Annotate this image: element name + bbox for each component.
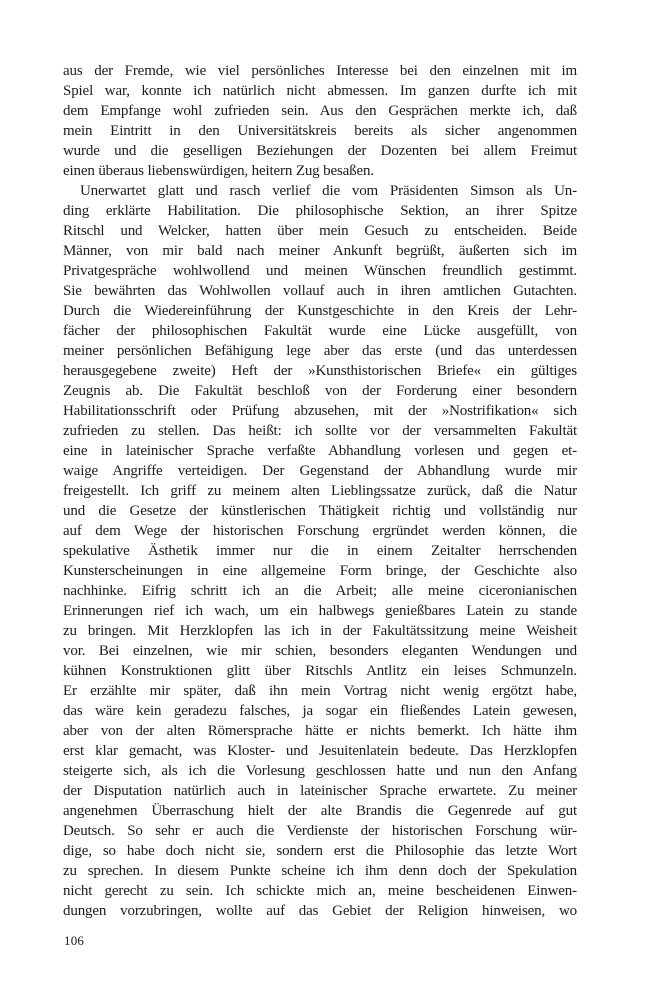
text-line: ding erklärte Habilitation. Die philosophische Sektion, an ihrer Spitze [63,203,577,219]
page-number: 106 [64,933,85,948]
text-line: und die Gesetze der künstlerischen Thätigkeit richtig und vollständig nur [63,503,577,519]
text-line: Sie bewährten das Wohlwollen vollauf auch in ihren amtlichen Gutachten. [63,283,577,299]
text-line: nachhinke. Eifrig schritt ich an die Arbeit; alle meine ciceronianischen [63,583,577,599]
text-line: waige Angriffe verteidigen. Der Gegenstand der Abhandlung wurde mir [63,463,577,479]
text-line: aus der Fremde, wie viel persönliches Interesse bei den einzelnen mit im [63,63,577,79]
text-line: steigerte sich, als ich die Vorlesung geschlossen hatte und nun den Anfang [63,763,577,779]
text-line: eine in lateinischer Sprache verfaßte Abhandlung vorlesen und gegen et- [63,443,577,459]
text-line: dungen vorzubringen, wollte auf das Gebiet der Religion hinweisen, wo [63,903,577,919]
paragraph [63,181,577,921]
text-line: dige, so habe doch nicht sie, sondern erst die Philosophie das letzte Wort [63,843,577,859]
text-line: Unerwartet glatt und rasch verlief die vom Präsidenten Simson als Un- [80,183,577,199]
text-line: nicht gerecht zu sein. Ich schickte mich an, meine bescheidenen Einwen- [63,883,577,899]
text-line: fächer der philosophischen Fakultät wurde eine Lücke ausgefüllt, von [63,323,577,339]
text-line: wurde und die geselligen Beziehungen der Dozenten bei allem Freimut [63,143,577,159]
text-line: kühnen Konstruktionen glitt über Ritschls Antlitz ein leises Schmunzeln. [63,663,577,679]
text-line: Durch die Wiedereinführung der Kunstgeschichte in den Kreis der Lehr- [63,303,577,319]
text-line: angenehmen Überraschung hielt der alte Brandis die Gegenrede auf gut [63,803,577,819]
text-line: Privatgespräche wohlwollend und meinen Wünschen freundlich gestimmt. [63,263,577,279]
text-line: dem Empfange wohl zufrieden sein. Aus den Gesprächen merkte ich, daß [63,103,577,119]
text-line: Deutsch. So sehr er auch die Verdienste der historischen Forschung wür- [63,823,577,839]
text-line: Ritschl und Welcker, hatten über mein Gesuch zu entscheiden. Beide [63,223,577,239]
text-line: Spiel war, konnte ich natürlich nicht abmessen. Im ganzen durfte ich mit [63,83,577,99]
text-line: zu sprechen. In diesem Punkte scheine ich ihm denn doch der Spekulation [63,863,577,879]
text-line: Männer, von mir bald nach meiner Ankunft begrüßt, äußerten sich im [63,243,577,259]
text-line: freigestellt. Ich griff zu meinem alten Lieblingssatze zurück, daß die Natur [63,483,577,499]
text-line: auf dem Wege der historischen Forschung ergründet werden können, die [63,523,577,539]
text-line: zu bringen. Mit Herzklopfen las ich in der Fakultätssitzung meine Weisheit [63,623,577,639]
text-line: erst klar gemacht, was Kloster- und Jesuitenlatein bedeute. Das Herzklopfen [63,743,577,759]
text-line: Erinnerungen rief ich wach, um ein halbwegs genießbares Latein zu stande [63,603,577,619]
text-line: Zeugnis ab. Die Fakultät beschloß von der Forderung einer besondern [63,383,577,399]
text-line: meiner persönlichen Befähigung lege aber das erste (und das unterdessen [63,343,577,359]
text-line: aber von der alten Römersprache hätte er nichts bemerkt. Ich hätte ihm [63,723,577,739]
text-line: der Disputation natürlich auch in lateinischer Sprache erwartete. Zu meiner [63,783,577,799]
text-line: Er erzählte mir später, daß ihn mein Vortrag nicht wenig ergötzt habe, [63,683,577,699]
page-text [63,61,577,921]
paragraph [63,61,577,181]
text-line: spekulative Ästhetik immer nur die in einem Zeitalter herrschenden [63,543,577,559]
text-line: Kunsterscheinungen in eine allgemeine Form bringe, der Geschichte also [63,563,577,579]
text-line: mein Eintritt in den Universitätskreis bereits als sicher angenommen [63,123,577,139]
text-line: einen überaus liebenswürdigen, heitern Zug besaßen. [63,163,374,179]
text-line: Habilitationsschrift oder Prüfung abzusehen, mit der »Nostrifikation« sich [63,403,577,419]
text-line: herausgegebene zweite) Heft der »Kunsthistorischen Briefe« ein gültiges [63,363,577,379]
text-line: das wäre kein geradezu falsches, ja sogar ein fließendes Latein gewesen, [63,703,577,719]
text-line: zufrieden zu stellen. Das heißt: ich sollte vor der versammelten Fakultät [63,423,577,439]
text-line: vor. Bei einzelnen, wie mir schien, besonders eleganten Wendungen und [63,643,577,659]
